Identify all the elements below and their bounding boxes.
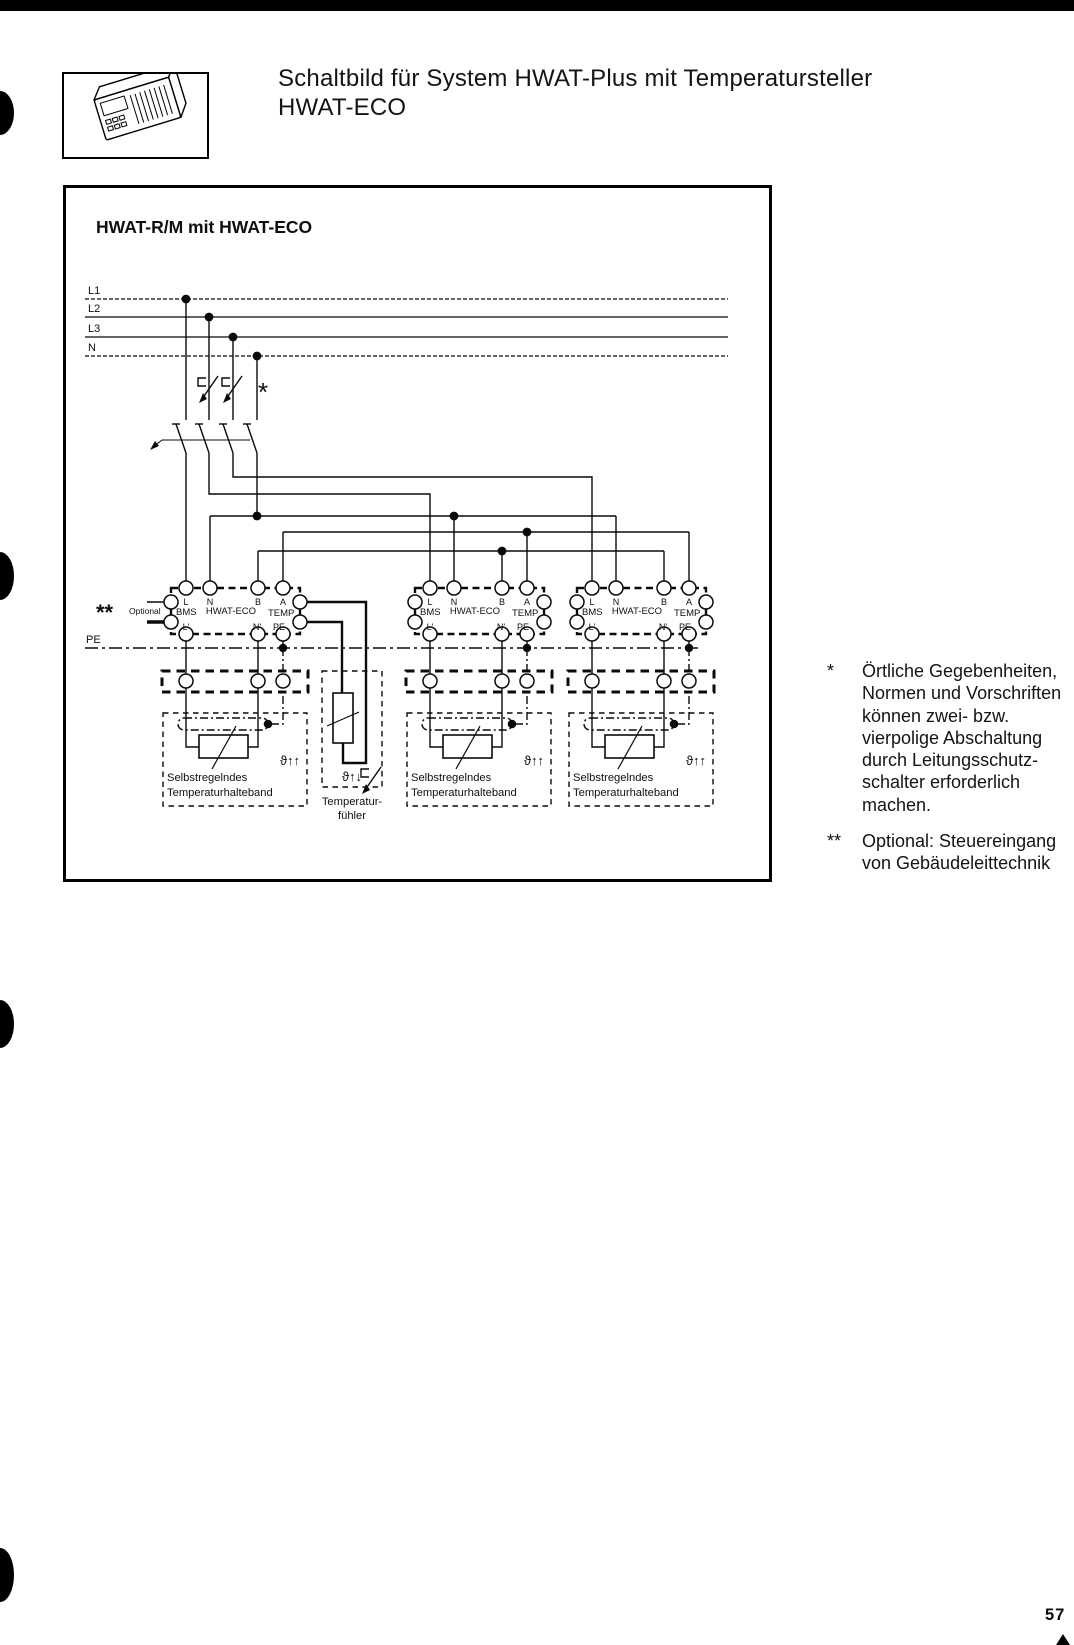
- note1-line7: machen.: [862, 794, 932, 815]
- note-marker-2: **: [827, 831, 842, 852]
- binder-mark-2: [0, 552, 14, 600]
- terminal-label-PE: PE: [272, 622, 286, 632]
- note-optional: [827, 830, 1073, 875]
- cropped-footer-glyph: [1056, 1634, 1070, 1645]
- bms-port-label: BMS: [176, 607, 197, 618]
- binder-mark-1: [0, 91, 14, 135]
- circuit-breaker-l2-icon: [361, 767, 381, 794]
- bus-label-l1: L1: [88, 285, 101, 297]
- sensor-element: [333, 693, 353, 743]
- note1-line2: Normen und Vorschriften: [862, 683, 1062, 704]
- note-breaker: [827, 660, 1073, 816]
- note1-line3: können zwei- bzw.: [862, 705, 1010, 726]
- optional-label: Optional: [129, 606, 161, 616]
- temp-port-label: TEMP: [268, 608, 295, 619]
- supply-bus-labels: [88, 285, 100, 354]
- note1-line4: vierpolige Abschaltung: [862, 727, 1043, 748]
- temperature-sensor: [322, 671, 383, 822]
- terminal-label-N: N: [206, 597, 214, 607]
- page-number: 57: [1045, 1606, 1066, 1624]
- wiring-diagram: [66, 188, 769, 879]
- bus-b-link: [258, 551, 664, 588]
- note1-line6: schalter erforderlich: [862, 772, 1021, 793]
- heating-element: [199, 735, 248, 758]
- braid-loop: [178, 718, 268, 730]
- note1-line5: durch Leitungsschutz-: [862, 750, 1039, 771]
- sensor-symbol: ϑ↑↓: [341, 769, 363, 784]
- note2-line2: von Gebäudeleittechnik: [862, 853, 1051, 874]
- sensor-label-line2: fühler: [338, 810, 366, 822]
- binder-mark-3: [0, 1000, 14, 1048]
- note1-line1: Örtliche Gegebenheiten,: [862, 661, 1058, 681]
- note2-line1: Optional: Steuereingang: [862, 831, 1057, 852]
- side-notes: [827, 660, 1073, 875]
- hwat-eco-unit: [162, 581, 308, 806]
- hwat-eco-device-icon: [64, 74, 207, 157]
- terminal-label-Np: N': [252, 622, 262, 632]
- top-black-bar: [0, 0, 1074, 11]
- breaker-asterisk: *: [258, 377, 269, 407]
- product-thumbnail-box: [62, 72, 209, 159]
- wiring-diagram-frame: [63, 185, 772, 882]
- note-marker-1: *: [827, 661, 835, 681]
- self-regulating-symbol: ϑ↑↑: [279, 753, 301, 768]
- hwat-eco-unit-3: [568, 581, 714, 806]
- bus-label-l3: L3: [88, 323, 101, 335]
- diagram-heading: HWAT-R/M mit HWAT-ECO: [96, 217, 313, 237]
- circuit-breaker-n-icon: [222, 376, 242, 403]
- note-text-1: [862, 660, 1061, 816]
- optional-stars: **: [96, 600, 114, 625]
- note-text-2: [862, 830, 1056, 875]
- terminal-label-B: B: [254, 597, 262, 607]
- eco-unit-label: HWAT-ECO: [205, 606, 257, 617]
- switch-trip-arrow: [150, 441, 159, 450]
- page-title: [278, 64, 872, 122]
- supply-bus-lines: [85, 299, 728, 356]
- feed-wiring: [186, 299, 689, 588]
- pe-label: PE: [86, 634, 101, 646]
- page-title-line1: Schaltbild für System HWAT-Plus mit Temperatursteller: [278, 65, 873, 92]
- binder-mark-4: [0, 1548, 14, 1602]
- pe-junction-dot: [279, 644, 287, 652]
- bus-label-n: N: [88, 342, 96, 354]
- bus-label-l2: L2: [88, 303, 101, 315]
- disconnect-switch: [150, 424, 257, 453]
- hwat-eco-unit-2: [406, 581, 552, 806]
- sensor-label-line1: Temperatur-: [321, 796, 383, 808]
- optional-bms-input: [96, 600, 164, 625]
- terminal-label-A: A: [279, 597, 287, 607]
- terminal-label-Lp: L': [182, 622, 190, 632]
- page-title-line2: HWAT-ECO: [278, 94, 407, 121]
- bus-a-link: [283, 532, 689, 588]
- neutral-distribution: [210, 516, 616, 588]
- band-label-line1: Selbstregelndes: [167, 772, 248, 784]
- braid-junction-dot: [264, 720, 273, 729]
- band-label-line2: Temperaturhalteband: [167, 787, 273, 799]
- circuit-breaker-l3-icon: [198, 376, 218, 403]
- terminal-label-L: L: [183, 597, 189, 607]
